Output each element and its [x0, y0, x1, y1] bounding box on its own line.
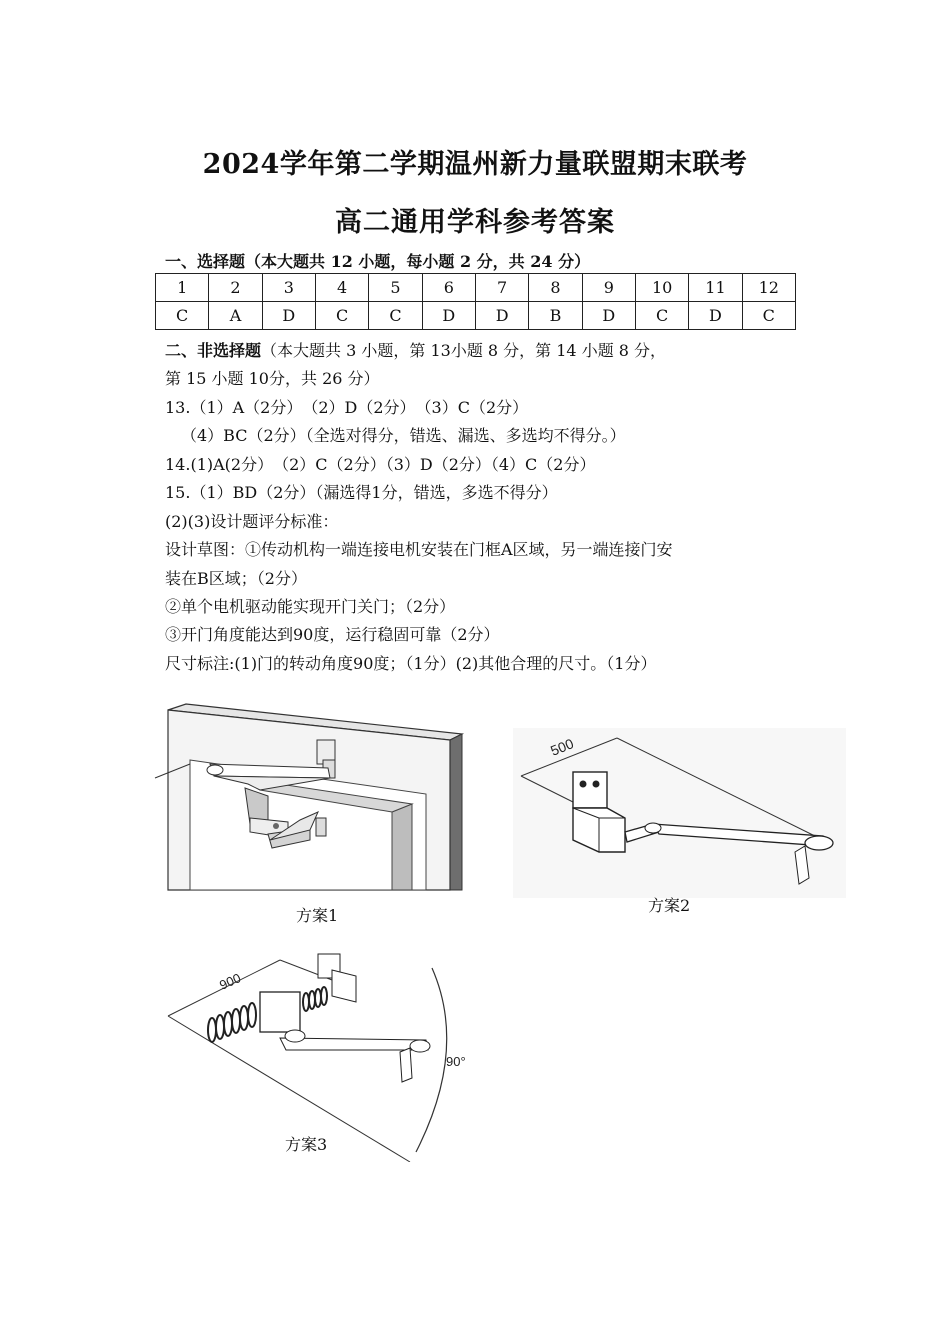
table-cell: 4: [315, 274, 368, 302]
table-cell: C: [315, 302, 368, 330]
section2-heading-bold: 二、非选择题: [165, 341, 262, 360]
q13-line1: 13.（1）A（2分） （2）D（2分） （3）C（2分）: [165, 398, 529, 417]
table-cell: C: [156, 302, 209, 330]
section2-heading-rest: （本大题共 3 小题，第 13小题 8 分，第 14 小题 8 分，: [261, 341, 667, 360]
table-cell: C: [369, 302, 422, 330]
table-cell: A: [209, 302, 262, 330]
table-cell: C: [742, 302, 795, 330]
section2-heading: [165, 338, 666, 361]
table-cell: 3: [262, 274, 315, 302]
dim-900-label: 900: [217, 970, 244, 993]
angle-90-label: 90°: [446, 1054, 466, 1069]
table-cell: D: [422, 302, 475, 330]
section2-heading-line2: 第 15 小题 10分，共 26 分）: [165, 369, 380, 388]
table-cell: B: [529, 302, 582, 330]
table-cell: 9: [582, 274, 635, 302]
page-title: 2024学年第二学期温州新力量联盟期末联考: [202, 149, 748, 180]
figure-scheme-3: [160, 940, 480, 1162]
q15-line: 15.（1）BD（2分）（漏选得1分，错选，多选不得分）: [165, 483, 558, 502]
table-cell: C: [635, 302, 688, 330]
table-cell: 2: [209, 274, 262, 302]
table-cell: 12: [742, 274, 795, 302]
table-cell: 1: [156, 274, 209, 302]
q14-line: 14.(1)A(2分） （2）C（2分）（3）D（2分）（4）C（2分）: [165, 455, 596, 474]
table-cell: 6: [422, 274, 475, 302]
figure2-caption: 方案2: [648, 896, 691, 915]
table-row-answers: [156, 302, 796, 330]
design-heading: (2)(3)设计题评分标准：: [165, 512, 339, 531]
figure3-caption: 方案3: [285, 1135, 328, 1154]
table-cell: D: [582, 302, 635, 330]
table-cell: D: [689, 302, 742, 330]
table-cell: 11: [689, 274, 742, 302]
figure-scheme-2: [513, 728, 846, 898]
point3-line: ③开门角度能达到90度，运行稳固可靠（2分）: [165, 625, 500, 644]
table-cell: 10: [635, 274, 688, 302]
table-cell: D: [262, 302, 315, 330]
point2-line: ②单个电机驱动能实现开门关门；（2分）: [165, 597, 456, 616]
sketch-line1: 设计草图：①传动机构一端连接电机安装在门框A区域，另一端连接门安: [165, 540, 673, 559]
dimension-line: 尺寸标注:(1)门的转动角度90度；（1分）(2)其他合理的尺寸。（1分）: [165, 654, 657, 673]
table-cell: 5: [369, 274, 422, 302]
table-row-numbers: [156, 274, 796, 302]
table-cell: 7: [475, 274, 528, 302]
figure-scheme-1: [150, 700, 470, 892]
answer-table: [155, 273, 796, 330]
table-cell: 8: [529, 274, 582, 302]
sketch-line2: 装在B区域；（2分）: [165, 569, 307, 588]
figure1-caption: 方案1: [296, 906, 339, 925]
section1-heading: 一、选择题（本大题共 12 小题，每小题 2 分，共 24 分）: [165, 252, 591, 271]
page-subtitle: 高二通用学科参考答案: [335, 207, 615, 238]
dim-500-label: 500: [548, 735, 576, 759]
q13-line2: （4）BC（2分）（全选对得分，错选、漏选、多选均不得分。）: [181, 426, 626, 445]
table-cell: D: [475, 302, 528, 330]
